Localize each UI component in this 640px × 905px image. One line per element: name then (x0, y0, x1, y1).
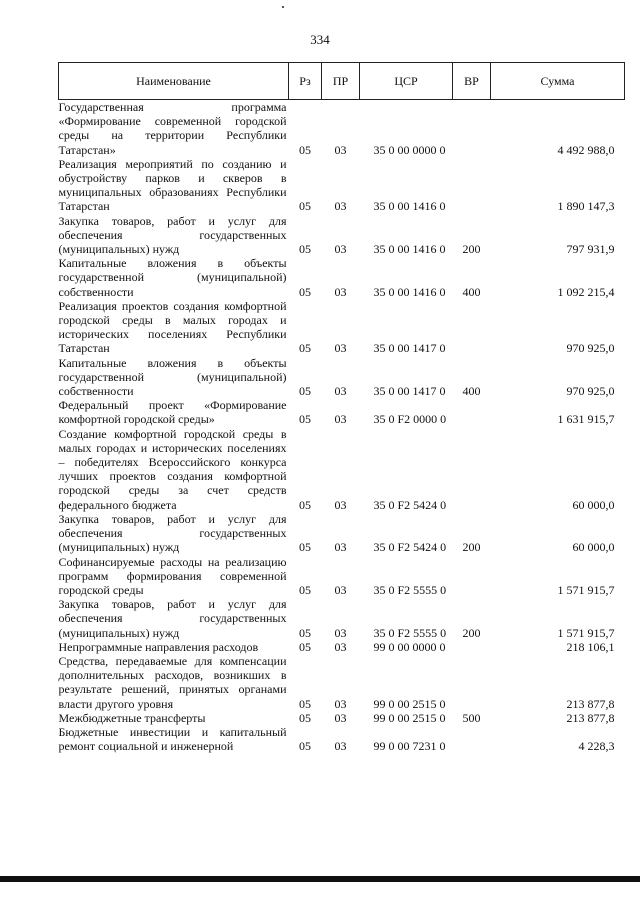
cell-rz: 05 (299, 739, 311, 754)
cell-pr: 03 (334, 284, 347, 299)
cell-vr: 200 (462, 540, 481, 555)
cell-name: Непрограммные направления расходов (58, 639, 259, 654)
cell-pr: 03 (334, 540, 347, 555)
cell-csr: 35 0 F2 5555 0 (373, 582, 447, 597)
cell-sum: 970 925,0 (566, 341, 615, 356)
cell-sum: 1 571 915,7 (557, 582, 615, 597)
table-row (59, 256, 625, 299)
cell-rz: 05 (299, 142, 311, 157)
cell-name: Средства, передаваемые для компенсации дополнительных расходов, возникших в результате решений, принятых органами власти другого уровня (58, 653, 287, 711)
cell-rz: 05 (299, 412, 311, 427)
cell-csr: 35 0 00 1416 0 (373, 284, 446, 299)
table-row (59, 597, 625, 640)
cell-sum: 60 000,0 (572, 540, 615, 555)
cell-csr: 35 0 00 1417 0 (373, 384, 446, 399)
cell-sum: 4 492 988,0 (557, 142, 615, 157)
cell-csr: 99 0 00 2515 0 (373, 696, 446, 711)
cell-vr (453, 100, 491, 157)
cell-sum: 218 106,1 (566, 639, 615, 654)
header-csr: ЦСР (360, 63, 453, 100)
cell-sum: 797 931,9 (566, 242, 615, 257)
header-pr: ПР (322, 63, 360, 100)
cell-name: Капитальные вложения в объекты государственной (муниципальной) собственности (58, 256, 287, 299)
cell-vr (453, 654, 491, 711)
cell-rz: 05 (299, 582, 311, 597)
table-row (59, 555, 625, 598)
scan-bottom-edge (0, 876, 640, 882)
table-row (59, 157, 625, 214)
table-row (59, 512, 625, 555)
cell-vr: 400 (462, 284, 481, 299)
cell-vr (453, 157, 491, 214)
header-rz: Рз (289, 63, 322, 100)
cell-pr: 03 (334, 710, 347, 725)
cell-csr: 99 0 00 0000 0 (373, 639, 446, 654)
cell-sum: 1 631 915,7 (557, 412, 615, 427)
cell-rz: 05 (299, 497, 311, 512)
cell-name: Создание комфортной городской среды в малых городах и исторических поселениях – победителях Всероссийского конкурса лучших проектов создания комфортной городской среды за счет средств федерального бюджета (58, 426, 287, 512)
cell-csr: 35 0 F2 5555 0 (373, 625, 447, 640)
cell-csr: 35 0 00 1416 0 (373, 242, 446, 257)
header-sum: Сумма (491, 63, 625, 100)
cell-vr (453, 299, 491, 356)
cell-csr: 35 0 00 1417 0 (373, 341, 446, 356)
cell-rz: 05 (299, 625, 311, 640)
cell-name: Межбюджетные трансферты (58, 710, 206, 725)
cell-pr: 03 (334, 142, 347, 157)
cell-vr: 500 (462, 710, 481, 725)
table-header-row (59, 63, 625, 100)
cell-pr: 03 (334, 497, 347, 512)
table-row (59, 654, 625, 711)
cell-sum: 4 228,3 (578, 739, 615, 754)
cell-rz: 05 (299, 540, 311, 555)
cell-sum: 213 877,8 (566, 710, 615, 725)
cell-name: Федеральный проект «Формирование комфортной городской среды» (58, 398, 287, 427)
cell-csr: 35 0 F2 5424 0 (373, 497, 447, 512)
cell-rz: 05 (299, 242, 311, 257)
cell-csr: 35 0 F2 0000 0 (373, 412, 447, 427)
header-name: Наименование (59, 63, 289, 100)
cell-csr: 99 0 00 2515 0 (373, 710, 446, 725)
cell-csr: 35 0 F2 5424 0 (373, 540, 447, 555)
header-vr: ВР (453, 63, 491, 100)
table-row (59, 299, 625, 356)
cell-csr: 99 0 00 7231 0 (373, 739, 446, 754)
cell-rz: 05 (299, 384, 311, 399)
table-row (59, 711, 625, 725)
cell-sum: 1 890 147,3 (557, 199, 615, 214)
cell-sum: 60 000,0 (572, 497, 615, 512)
table-row (59, 427, 625, 512)
cell-rz: 05 (299, 710, 311, 725)
cell-pr: 03 (334, 384, 347, 399)
cell-name: Закупка товаров, работ и услуг для обеспечения государственных (муниципальных) нужд (58, 597, 287, 640)
cell-vr (453, 427, 491, 512)
scan-speck (282, 6, 284, 8)
cell-rz: 05 (299, 639, 311, 654)
cell-vr (453, 398, 491, 426)
cell-vr: 200 (462, 625, 481, 640)
cell-vr (453, 640, 491, 654)
cell-name: Закупка товаров, работ и услуг для обеспечения государственных (муниципальных) нужд (58, 213, 287, 257)
cell-pr: 03 (334, 341, 347, 356)
cell-rz: 05 (299, 341, 311, 356)
cell-pr: 03 (334, 199, 347, 214)
table-row (59, 100, 625, 157)
cell-vr (453, 555, 491, 598)
table-row (59, 640, 625, 654)
cell-sum: 970 925,0 (566, 384, 615, 399)
cell-pr: 03 (334, 739, 347, 754)
cell-name: Бюджетные инвестиции и капитальный ремонт социальной и инженерной (58, 724, 287, 754)
budget-table (58, 62, 625, 753)
cell-vr: 400 (462, 384, 481, 399)
table-row (59, 398, 625, 426)
cell-csr: 35 0 00 1416 0 (373, 199, 446, 214)
cell-sum: 1 571 915,7 (557, 625, 615, 640)
cell-vr: 200 (462, 242, 481, 257)
cell-name: Софинансируемые расходы на реализацию программ формирования современной городской среды (58, 554, 287, 597)
cell-pr: 03 (334, 625, 347, 640)
cell-name: Капитальные вложения в объекты государственной (муниципальной) собственности (58, 355, 287, 399)
cell-pr: 03 (334, 582, 347, 597)
cell-name: Государственная программа «Формирование современной городской среды на территории Республики Татарстан» (58, 100, 287, 157)
cell-csr: 35 0 00 0000 0 (373, 142, 446, 157)
cell-rz: 05 (299, 199, 311, 214)
cell-pr: 03 (334, 242, 347, 257)
table-row (59, 356, 625, 399)
cell-name: Реализация мероприятий по созданию и обустройству парков и скверов в муниципальных образованиях Республики Татарстан (58, 156, 287, 214)
cell-sum: 213 877,8 (566, 696, 615, 711)
cell-vr (453, 725, 491, 753)
cell-sum: 1 092 215,4 (557, 284, 615, 299)
table-row (59, 725, 625, 753)
cell-name: Закупка товаров, работ и услуг для обеспечения государственных (муниципальных) нужд (58, 511, 287, 555)
cell-rz: 05 (299, 284, 311, 299)
cell-pr: 03 (334, 639, 347, 654)
table-row (59, 214, 625, 257)
cell-pr: 03 (334, 696, 347, 711)
cell-pr: 03 (334, 412, 347, 427)
cell-name: Реализация проектов создания комфортной городской среды в малых городах и исторических поселениях Республики Татарстан (58, 298, 287, 356)
cell-rz: 05 (299, 696, 311, 711)
page-number: 334 (310, 32, 330, 47)
